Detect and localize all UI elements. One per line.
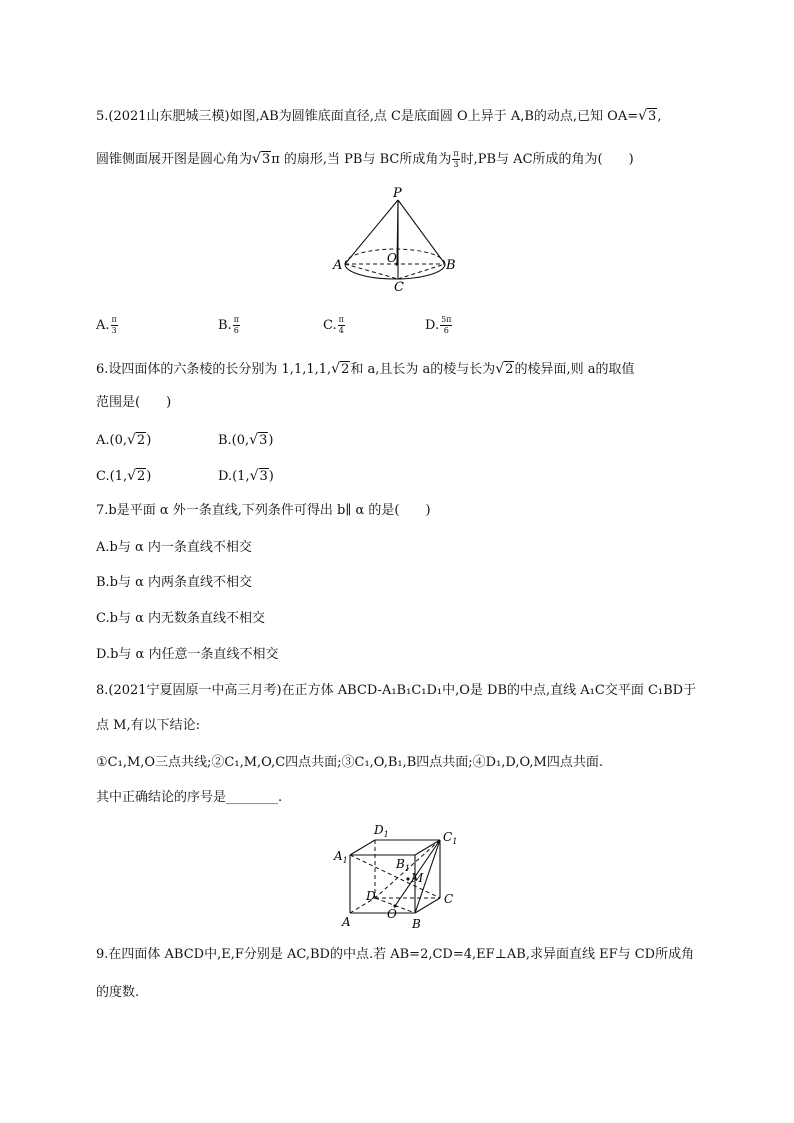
- q5-line2-mid: π 的扇形,当 PB与 BC所成角为: [271, 152, 452, 167]
- q8-line2: 点 M,有以下结论:: [96, 718, 200, 733]
- q6-option-b: B.(0,√3): [218, 432, 274, 448]
- label-D1: $D_1$: [374, 823, 389, 839]
- q5-option-d: D. $\frac{5\pi}{6}$: [425, 315, 452, 335]
- q6-line1: 6.设四面体的六条棱的长分别为 1,1,1,1,√2和 a,且长为 a的棱与长为√2的棱异面,则 a的取值: [96, 361, 635, 377]
- q5-line1-text: 5.(2021山东肥城三模)如图,AB为圆锥底面直径,点 C是底面圆 O上异于 A,B的动点,已知 OA=: [96, 109, 639, 124]
- q5-line2: [96, 150, 634, 169]
- q7-stem: 7.b是平面 α 外一条直线,下列条件可得出 b∥ α 的是( ): [96, 503, 431, 518]
- q7-option-d: D.b与 α 内任意一条直线不相交: [96, 647, 279, 662]
- q5-line2-end: 时,PB与 AC所成的角为( ): [460, 152, 634, 167]
- cube-figure: [330, 820, 470, 935]
- sqrt-symbol: √: [638, 108, 648, 124]
- label-O: O: [387, 251, 397, 265]
- label-C: C: [444, 892, 454, 906]
- sqrt-symbol: √: [495, 361, 505, 377]
- q5-line2-text: 圆锥侧面展开图是圆心角为: [96, 152, 253, 167]
- q6-option-d: D.(1,√3): [218, 468, 274, 484]
- q5-sqrt3-b: 3: [261, 152, 271, 167]
- label-A1: $A_1$: [334, 849, 348, 865]
- sqrt-symbol: √: [252, 151, 261, 167]
- label-M: M: [411, 871, 424, 885]
- label-D: D: [366, 889, 376, 903]
- sqrt-symbol: √: [331, 361, 341, 377]
- label-B1: $B_1$: [396, 857, 410, 873]
- cone-figure: [330, 183, 470, 293]
- label-C: C: [394, 280, 404, 293]
- label-C1: $C_1$: [443, 830, 458, 846]
- q6-option-a: A.(0,√2): [96, 432, 152, 448]
- label-O: O: [387, 907, 397, 921]
- q6-option-c: C.(1,√2): [96, 468, 152, 484]
- q5-line1-end: ,: [657, 109, 662, 124]
- q8-line4: 其中正确结论的序号是________.: [96, 790, 283, 805]
- q5-option-c: C. $\frac{\pi}{4}$: [323, 315, 344, 335]
- q5-line1: [96, 109, 661, 123]
- q5-option-b: B. $\frac{\pi}{6}$: [218, 315, 239, 335]
- q5-fraction: $\frac{\pi}{3}$: [453, 149, 459, 169]
- q9-line1: 9.在四面体 ABCD中,E,F分别是 AC,BD的中点.若 AB=2,CD=4,EF⊥AB,求异面直线 EF与 CD所成角: [96, 947, 695, 962]
- q7-option-b: B.b与 α 内两条直线不相交: [96, 575, 253, 590]
- q6-line2: 范围是( ): [96, 395, 172, 410]
- label-P: P: [393, 186, 402, 201]
- q5-sqrt3: 3: [648, 109, 657, 124]
- q7-option-a: A.b与 α 内一条直线不相交: [96, 540, 252, 555]
- q5-option-a: A. $\frac{\pi}{3}$: [96, 315, 117, 335]
- label-B: B: [446, 258, 456, 273]
- q8-line1: 8.(2021宁夏固原一中高三月考)在正方体 ABCD-A₁B₁C₁D₁中,O是 DB的中点,直线 A₁C交平面 C₁BD于: [96, 683, 697, 698]
- q7-option-c: C.b与 α 内无数条直线不相交: [96, 611, 265, 626]
- label-A: A: [342, 915, 351, 929]
- q9-line2: 的度数.: [96, 985, 140, 1000]
- q8-line3: ①C₁,M,O三点共线;②C₁,M,O,C四点共面;③C₁,O,B₁,B四点共面;④D₁,D,O,M四点共面.: [96, 755, 603, 770]
- label-B: B: [412, 917, 421, 931]
- label-A: A: [333, 258, 343, 273]
